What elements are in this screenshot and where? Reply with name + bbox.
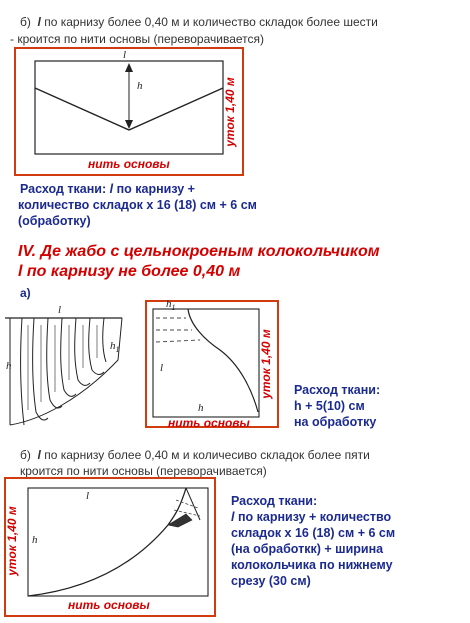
section-b2-line2: кроится по нити основы (переворачивается): [20, 464, 267, 478]
section-b1-line2: - кроится по нити основы (переворачивается): [10, 32, 265, 46]
fabric1-line2: количество складок х 16 (18) см + 6 см: [18, 198, 257, 212]
diagram2a-label-h1: $h_1$: [110, 340, 120, 355]
fabric3-line5: колокольчика по нижнему: [231, 558, 393, 572]
fabric2-line3: на обработку: [294, 415, 377, 429]
fabric1-line1: Расход ткани: l по карнизу +: [20, 182, 195, 196]
section-b1-line1: б) l по карнизу более 0,40 м и количество складок более шести: [20, 15, 378, 29]
diagram2b-label-l: l: [160, 362, 164, 374]
diagram1-weft-label: уток 1,40 м: [223, 77, 237, 147]
fabric2-line1: Расход ткани:: [294, 383, 381, 397]
diagram3-label-l: l: [86, 490, 90, 502]
section-b2-line1: б) l по карнизу более 0,40 м и количесиво складок более пяти: [20, 448, 370, 462]
diagram2a-label-l: l: [58, 304, 62, 316]
diagram2a-label-h: h: [6, 360, 12, 372]
fabric3-line1: Расход ткани:: [231, 494, 318, 508]
fabric3-line4: (на обработкк) + ширина: [231, 542, 384, 556]
diagram2b-label-h1: $h_1$: [166, 298, 176, 313]
diagram1-label-h: h: [137, 80, 143, 92]
diagram3-label-h: h: [32, 534, 38, 546]
fabric2-line2: h + 5(10) см: [294, 399, 365, 413]
section-iv-title: IV. Де жабо с цельнокроеным колокольчиком: [18, 243, 380, 260]
diagram2b-weft-label: уток 1,40 м: [259, 329, 273, 399]
diagram1-warp-label: нить основы: [88, 157, 170, 171]
label-a: а): [20, 286, 31, 300]
fabric1-line3: (обработку): [18, 214, 91, 228]
diagram3-warp-label: нить основы: [68, 598, 150, 612]
fabric3-line2: l по карнизу + количество: [231, 510, 392, 524]
section-iv-subtitle: l по карнизу не более 0,40 м: [18, 263, 241, 280]
diagram1-label-l: l: [123, 49, 127, 61]
fabric3-line6: срезу (30 см): [231, 574, 311, 588]
fabric3-line3: складок х 16 (18) см + 6 см: [231, 526, 396, 540]
diagram2b-label-h: h: [198, 402, 204, 414]
diagram2b-warp-label: нить основы: [168, 416, 250, 430]
diagram3-weft-label: уток 1,40 м: [5, 506, 19, 576]
